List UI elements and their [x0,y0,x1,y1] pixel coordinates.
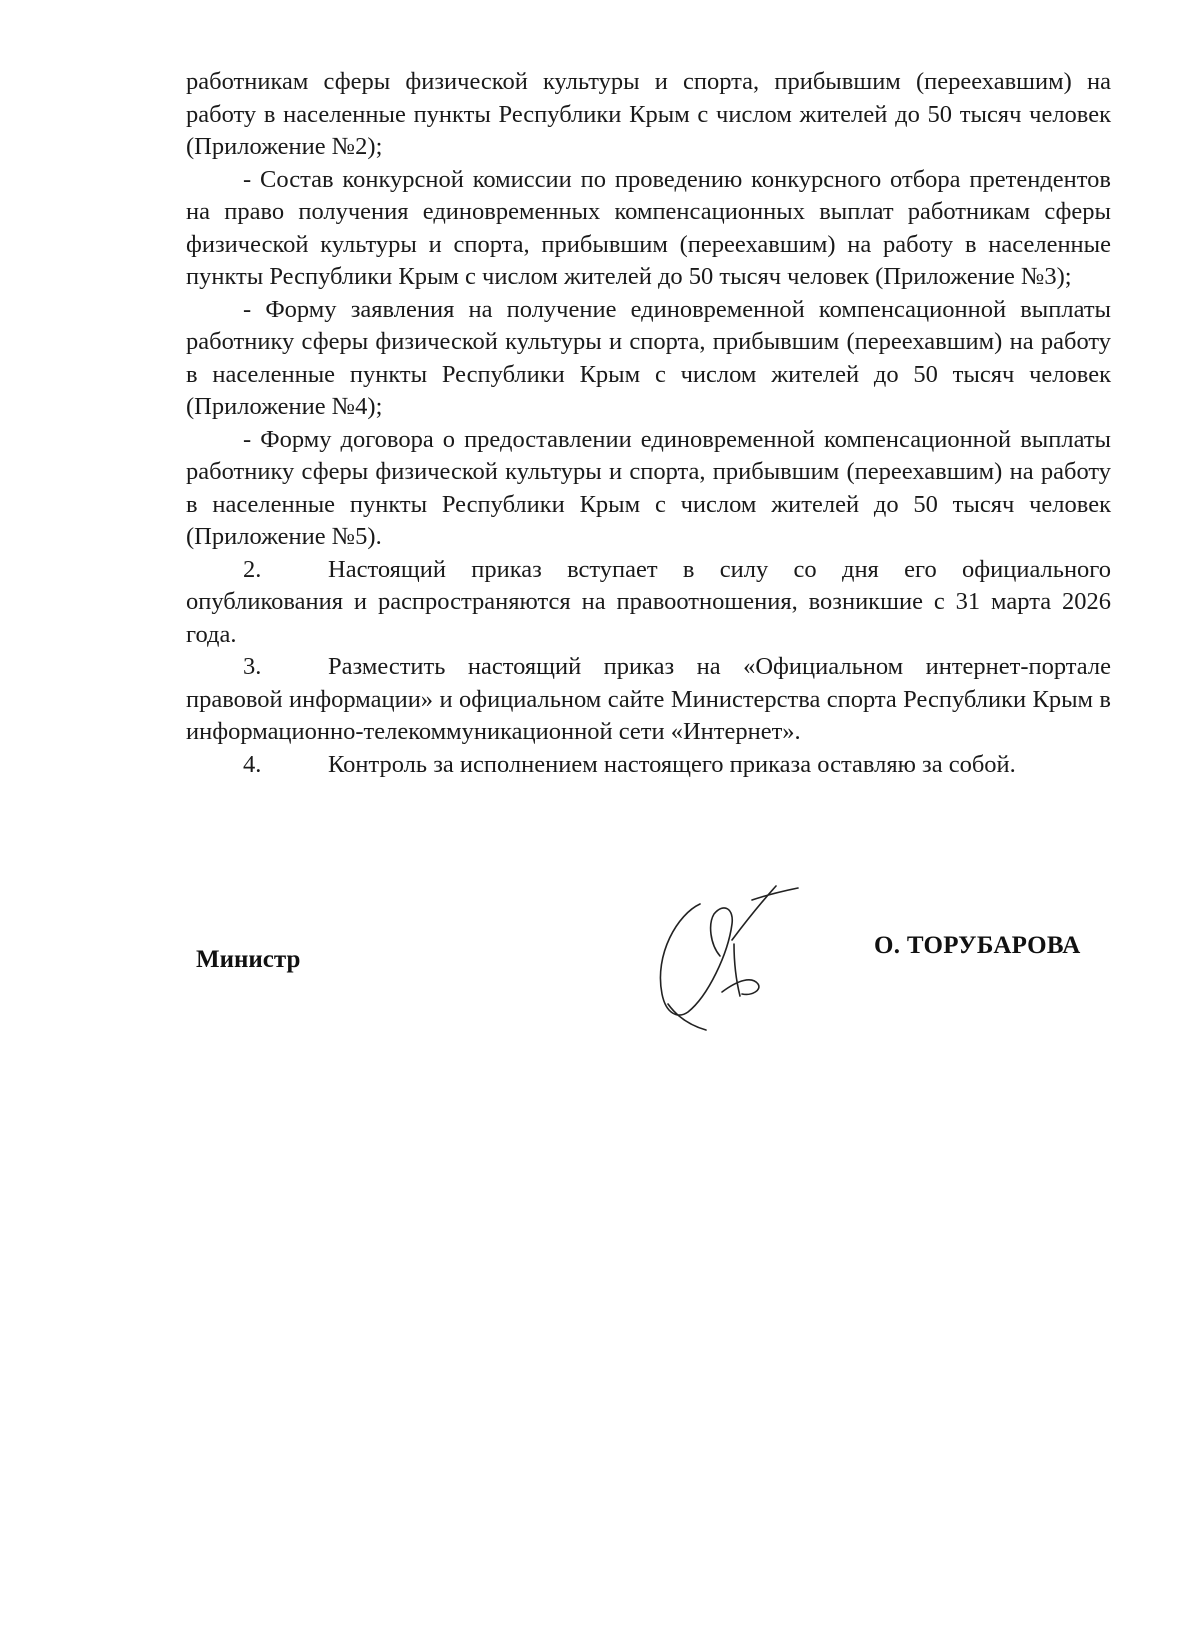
paragraph-commission: - Состав конкурсной комиссии по проведению конкурсного отбора претендентов на право получения единовременных компенсационных выплат работникам сферы физической культуры и спорта, прибывшим (переехавшим) на работу в населенные пункты Республики Крым с числом жителей до 50 тысяч человек (Приложение №3); [186,165,1111,290]
handwritten-signature-icon [648,884,818,1034]
item-number: 2. [243,555,262,583]
paragraph-application-form: - Форму заявления на получение единовременной компенсационной выплаты работнику сферы физической культуры и спорта, прибывшим (переехавшим) на работу в населенные пункты Республики Крым с числом жителей до 50 тысяч человек (Приложение №4); [186,295,1111,420]
paragraph-continuation: работникам сферы физической культуры и спорта, прибывшим (переехавшим) на работу в населенные пункты Республики Крым с числом жителей до 50 тысяч человек (Приложение №2); [186,68,1111,160]
paragraph-contract-form: - Форму договора о предоставлении единовременной компенсационной выплаты работнику сферы физической культуры и спорта, прибывшим (переехавшим) на работу в населенные пункты Республики Крым с числом жителей до 50 тысяч человек (Приложение №5). [186,425,1111,550]
item-number: 3. [243,653,262,680]
item-text: Настоящий приказ вступает в силу со дня его официального опубликования и распространяются на правоотношения, возникшие с 31 марта 2026 года. [186,555,1111,648]
signatory-title: Министр [196,946,301,973]
item-text: Контроль за исполнением настоящего приказа оставляю за собой. [328,750,1016,778]
item-text: Разместить настоящий приказ на «Официальном интернет-портале правовой информации» и официальном сайте Министерства спорта Республики Крым в информационно-телекоммуникационной сети «Интернет». [186,653,1111,745]
item-number: 4. [243,750,262,778]
signatory-name: О. ТОРУБАРОВА [874,932,1081,959]
